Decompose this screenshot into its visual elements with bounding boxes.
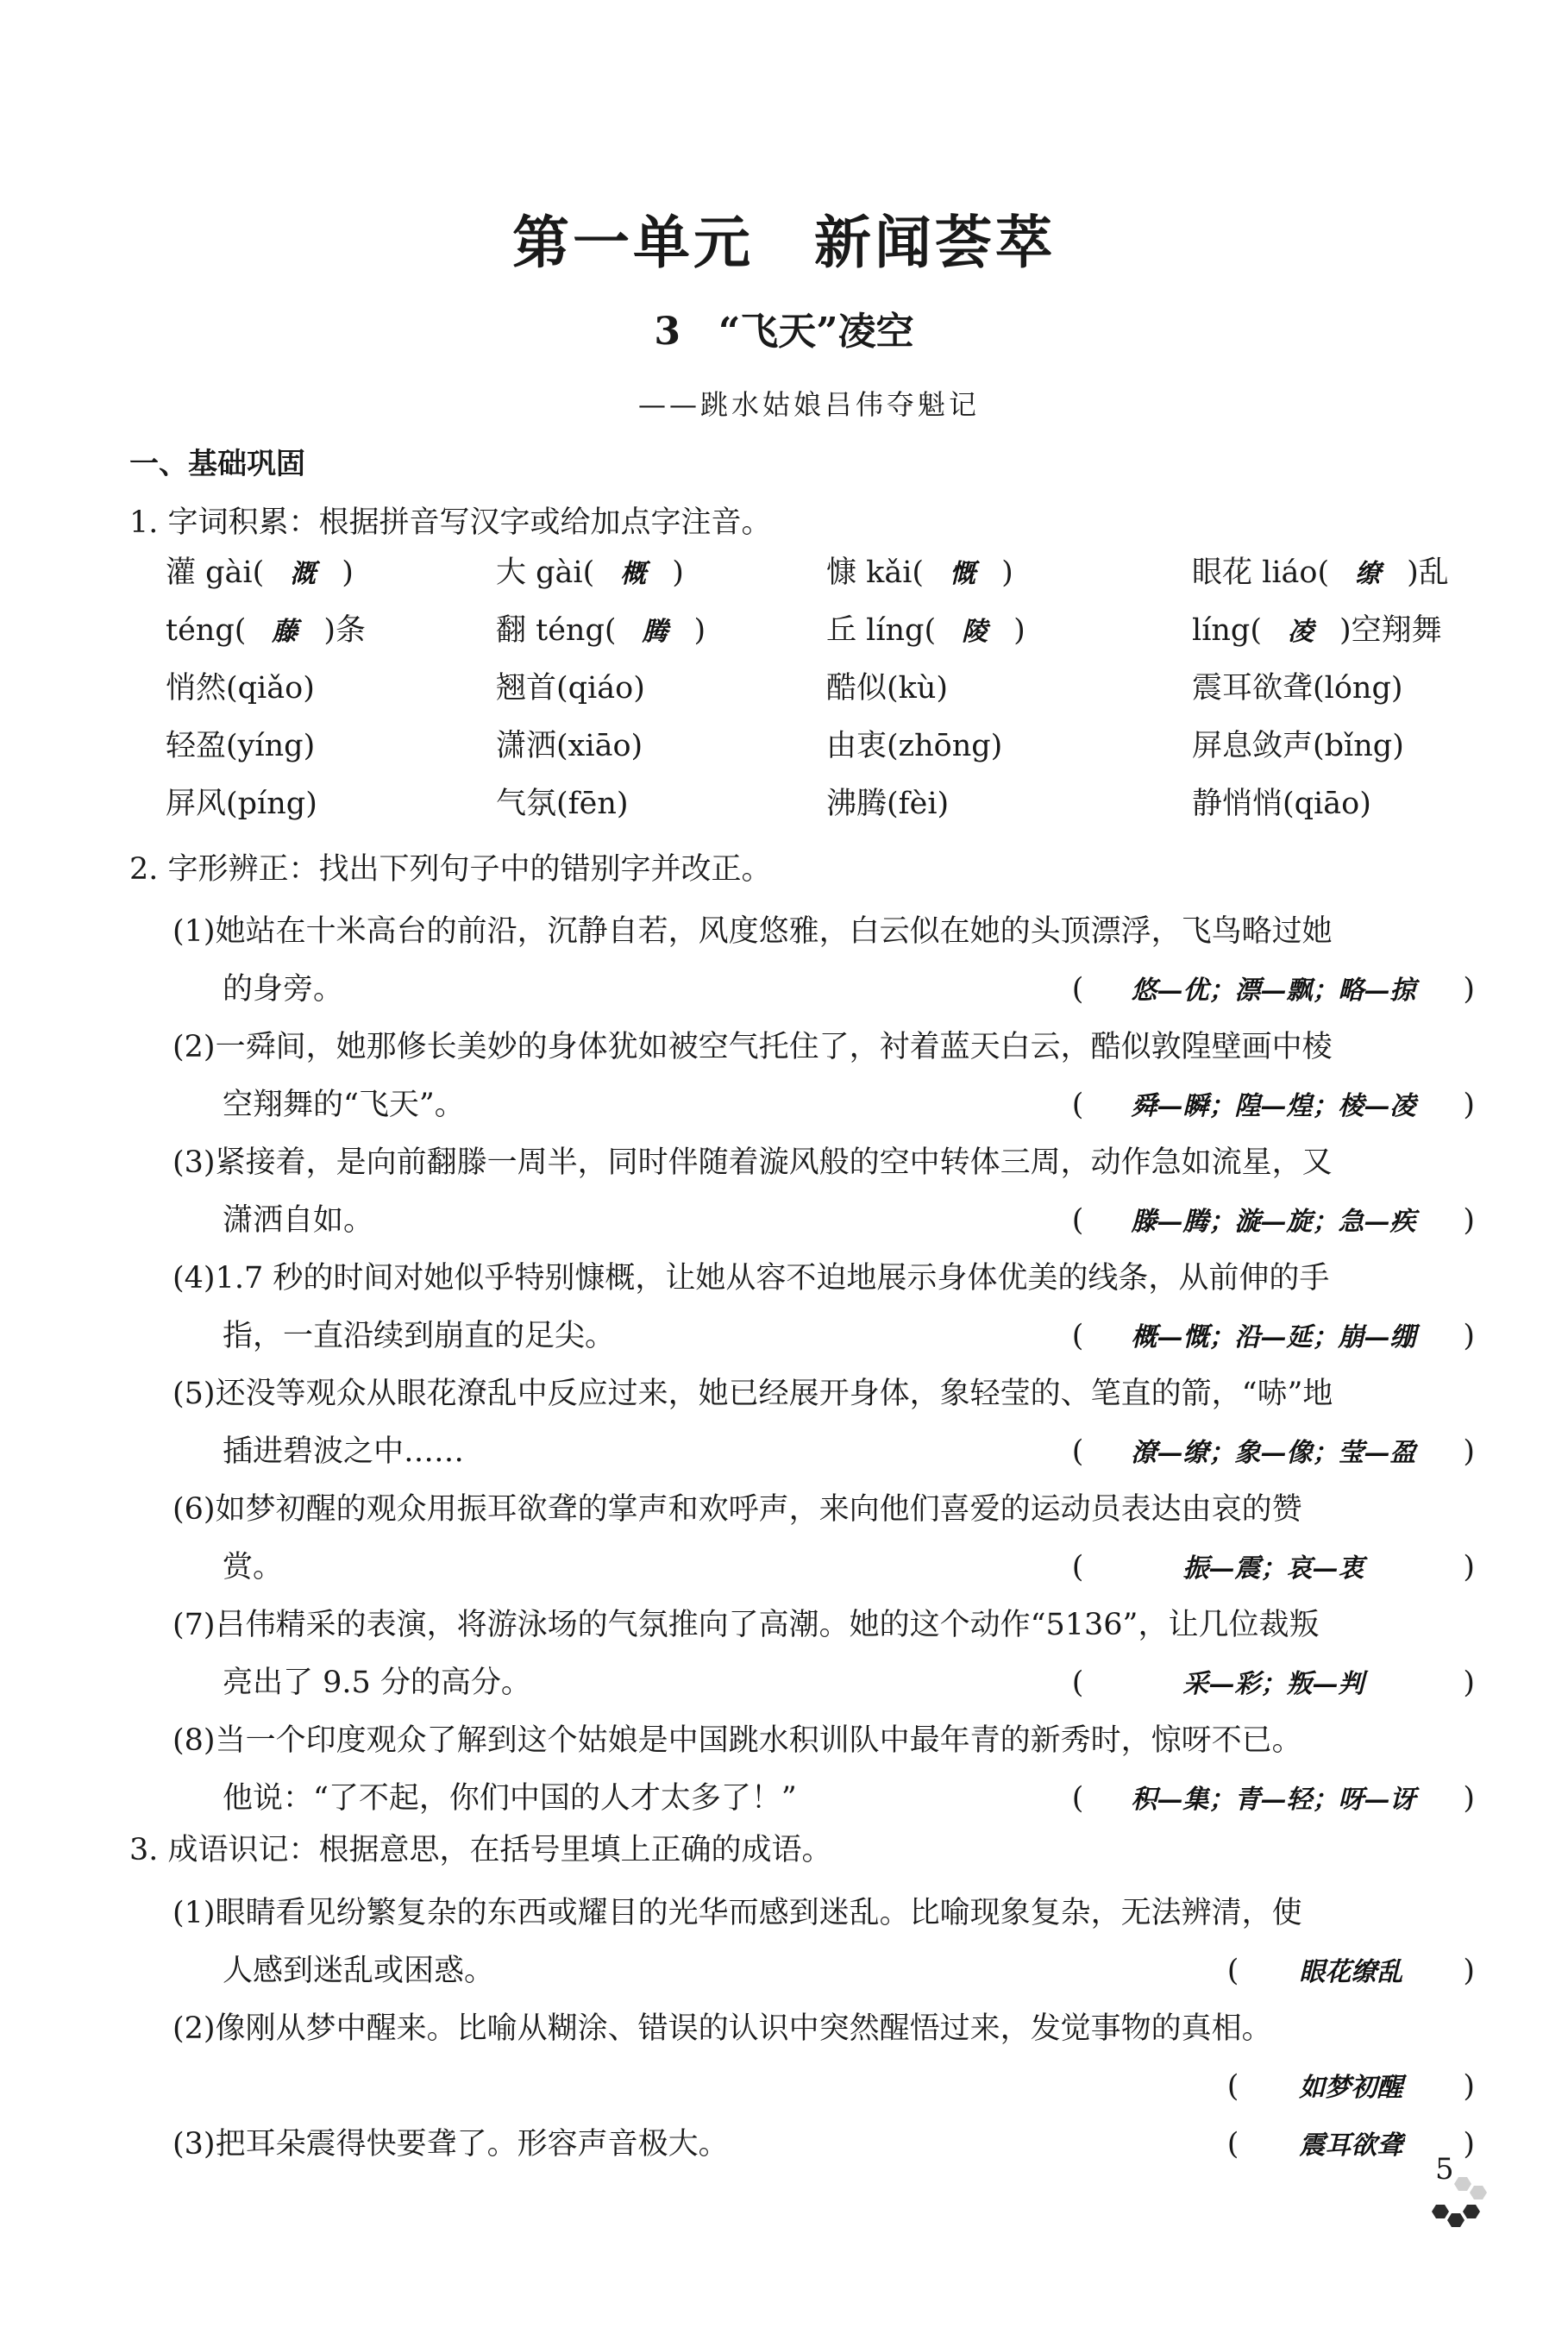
q2-answer: 悠—优；漂—飘；略—掠 [1131, 976, 1416, 1006]
q1-row [166, 664, 1511, 722]
bracket-open: ( [1071, 972, 1084, 1007]
q1-prompt: 1. 字词积累：根据拼音写汉字或给加点字注音。 [129, 505, 772, 540]
bracket-close: ) [1463, 1666, 1475, 1700]
q2-answer-bracket [1072, 1308, 1475, 1366]
q1-word-item [496, 606, 706, 649]
bracket-close: ) [1463, 2127, 1475, 2162]
q1-word-item [496, 780, 629, 823]
bracket-open: ( [1226, 2127, 1239, 2162]
q1-answer: 溉 [264, 559, 342, 589]
q2-item-line2 [172, 1076, 1475, 1134]
q1-word-text: 悄然(qiǎo) [166, 671, 315, 706]
q2-item [172, 1134, 1475, 1250]
q2-item-line2 [172, 1423, 1475, 1481]
q1-word-suffix: ) [342, 555, 354, 590]
q1-word-text: 眼花 liáo( [1192, 555, 1330, 590]
q2-answer: 振—震；哀—衷 [1182, 1553, 1364, 1584]
q1-word-item [166, 664, 315, 707]
q2-item-line1: (5)还没等观众从眼花潦乱中反应过来，她已经展开身体，象轻莹的、笔直的箭，“哧”地 [172, 1377, 1333, 1411]
q1-word-suffix: ) [672, 555, 684, 590]
q1-word-text: 酷似(kù) [826, 671, 949, 706]
q3-item-line1: (1)眼睛看见纷繁复杂的东西或耀目的光华而感到迷乱。比喻现象复杂，无法辨清，使 [172, 1896, 1302, 1930]
bracket-open: ( [1226, 2069, 1239, 2104]
q2-item [172, 1597, 1475, 1712]
q2-answer-bracket [1072, 961, 1475, 1020]
q1-word-text: 气氛(fēn) [496, 787, 629, 821]
q1-word-text: 沸腾(fèi) [826, 787, 950, 821]
q1-answer: 凌 [1262, 617, 1339, 647]
q1-word-text: 翻 téng( [496, 613, 617, 648]
q1-answer: 腾 [616, 617, 694, 647]
q2-prompt: 2. 字形辨正：找出下列句子中的错别字并改正。 [129, 852, 772, 887]
q2-item [172, 1481, 1475, 1597]
q2-item [172, 1365, 1475, 1481]
q2-answer-bracket [1072, 1654, 1475, 1713]
q2-answer: 滕—腾；漩—旋；急—疾 [1131, 1207, 1416, 1237]
section-heading: 一、基础巩固 [129, 447, 305, 481]
q2-answer: 积—集；青—轻；呀—讶 [1131, 1785, 1416, 1815]
q1-answer: 陵 [936, 617, 1014, 647]
q2-item [172, 1019, 1475, 1134]
q1-word-text: 轻盈(yíng) [166, 729, 316, 763]
q3-item-line2 [172, 2058, 1475, 2116]
q3-item-line1: (3)把耳朵震得快要聋了。形容声音极大。 ( 震耳欲聋 ) [172, 2116, 1475, 2174]
bracket-close: ) [1463, 1319, 1475, 1353]
q3-item [172, 2000, 1475, 2116]
q1-word-item [166, 549, 354, 592]
q1-word-suffix: ) [1001, 555, 1013, 590]
q1-word-item [1192, 722, 1404, 765]
q1-word-suffix: )乱 [1407, 555, 1449, 590]
q1-word-item [1192, 664, 1403, 707]
q1-word-text: 翘首(qiáo) [496, 671, 645, 706]
q1-word-suffix: ) [1013, 613, 1025, 648]
hexagon-decoration-icon [1427, 2174, 1496, 2234]
q1-word-item [826, 722, 1002, 765]
q2-item-line1: (8)当一个印度观众了解到这个姑娘是中国跳水积训队中最年青的新秀时，惊呀不已。 [172, 1723, 1302, 1758]
q2-answer-bracket [1072, 1539, 1475, 1597]
q3-item-line1: (2)像刚从梦中醒来。比喻从糊涂、错误的认识中突然醒悟过来，发觉事物的真相。 [172, 2011, 1272, 2046]
q2-item-line2 [172, 1770, 1475, 1828]
q3-answer: 震耳欲聋 [1299, 2130, 1403, 2161]
q2-item-line2-text: 指，一直沿续到崩直的足尖。 [223, 1319, 616, 1353]
q1-word-text: 屏息敛声(bǐng) [1192, 729, 1404, 763]
q1-word-item [1192, 606, 1442, 649]
q3-answer-bracket [1227, 2058, 1475, 2117]
q1-word-item [826, 780, 949, 823]
q2-item-line1: (7)吕伟精采的表演，将游泳场的气氛推向了高潮。她的这个动作“5136”，让几位裁叛 [172, 1608, 1320, 1642]
bracket-open: ( [1071, 1781, 1084, 1816]
q1-word-item [496, 549, 684, 592]
q2-answer: 潦—缭；象—像；莹—盈 [1131, 1438, 1416, 1468]
q1-answer: 藤 [246, 617, 324, 647]
q2-item-line1: (6)如梦初醒的观众用振耳欲聋的掌声和欢呼声，来向他们喜爱的运动员表达由哀的赞 [172, 1492, 1302, 1527]
bracket-close: ) [1463, 1550, 1475, 1584]
q1-word-item [1192, 549, 1449, 592]
q1-word-item [496, 664, 645, 707]
q2-item [172, 903, 1475, 1019]
q1-row [166, 722, 1511, 780]
q1-word-text: líng( [1192, 613, 1262, 648]
q1-answer: 缭 [1329, 559, 1408, 589]
q1-answer: 慨 [924, 559, 1002, 589]
bracket-close: ) [1463, 972, 1475, 1007]
q1-word-text: 屏风(píng) [166, 787, 317, 821]
bracket-close: ) [1463, 1434, 1475, 1469]
q2-item-line2 [172, 1308, 1475, 1365]
q1-word-grid [166, 549, 1511, 838]
q3-item [172, 1885, 1475, 2000]
bracket-close: ) [1463, 1203, 1475, 1238]
q1-word-item [496, 722, 643, 765]
q1-row [166, 606, 1511, 664]
q2-item-line2-text: 他说：“了不起，你们中国的人才太多了！” [223, 1781, 797, 1816]
bracket-open: ( [1071, 1088, 1084, 1122]
q2-item-line1: (2)一舜间，她那修长美妙的身体犹如被空气托住了，衬着蓝天白云，酷似敦隍壁画中棱 [172, 1030, 1333, 1064]
q1-word-text: 由衷(zhōng) [826, 729, 1003, 763]
q1-word-item [166, 780, 317, 823]
q1-word-text: 震耳欲聋(lóng) [1192, 671, 1403, 706]
q1-word-item [826, 549, 1013, 592]
bracket-open: ( [1071, 1434, 1084, 1469]
q2-item-line2-text: 空翔舞的“飞天”。 [223, 1088, 465, 1122]
q3-answer: 如梦初醒 [1299, 2073, 1403, 2103]
q3-answer-bracket [1227, 1942, 1475, 2001]
unit-title: 第一单元 新闻荟萃 [512, 209, 1056, 276]
lesson-byline: ——跳水姑娘吕伟夺魁记 [638, 388, 981, 421]
q1-word-suffix: )条 [323, 613, 367, 648]
q2-item-line2-text: 亮出了 9.5 分的高分。 [223, 1666, 531, 1700]
q1-word-suffix: )空翔舞 [1339, 613, 1442, 648]
q3-item-line2 [172, 1942, 1475, 2000]
q2-item-line2 [172, 1654, 1475, 1712]
q1-word-text: 潇洒(xiāo) [496, 729, 643, 763]
q2-item-line2-text: 潇洒自如。 [223, 1203, 374, 1238]
q2-item-line2-text: 的身旁。 [223, 972, 344, 1007]
q1-answer: 概 [594, 559, 673, 589]
q2-answer: 概—慨；沿—延；崩—绷 [1131, 1322, 1416, 1352]
q1-word-item [826, 606, 1025, 649]
page-number: 5 [1435, 2152, 1454, 2187]
q1-row [166, 549, 1511, 606]
q1-word-text: 丘 líng( [826, 613, 937, 648]
bracket-close: ) [1463, 1781, 1475, 1816]
q2-item-line2-text: 赏。 [223, 1550, 284, 1584]
q1-word-text: 大 gài( [496, 555, 595, 590]
q2-answer-bracket [1072, 1076, 1475, 1135]
q1-row [166, 780, 1511, 838]
q3-item [172, 2116, 1475, 2174]
q2-answer: 舜—瞬；隍—煌；棱—凌 [1131, 1091, 1416, 1121]
bracket-open: ( [1226, 1954, 1239, 1988]
q1-word-suffix: ) [693, 613, 706, 648]
q3-item-line2-text: 人感到迷乱或困惑。 [223, 1954, 495, 1988]
q1-word-text: téng( [166, 613, 247, 648]
q2-answer-bracket [1072, 1770, 1475, 1829]
q3-prompt: 3. 成语识记：根据意思，在括号里填上正确的成语。 [129, 1833, 832, 1867]
q2-answer-bracket [1072, 1192, 1475, 1251]
q1-word-text: 慷 kǎi( [826, 555, 925, 590]
q2-item [172, 1712, 1475, 1828]
q2-item-line1: (3)紧接着，是向前翻滕一周半，同时伴随着漩风般的空中转体三周，动作急如流星，又 [172, 1145, 1333, 1180]
q2-item-line1: (1)她站在十米高台的前沿，沉静自若，风度悠雅，白云似在她的头顶漂浮，飞鸟略过她 [172, 914, 1333, 949]
bracket-open: ( [1071, 1666, 1084, 1700]
q1-word-item [166, 606, 366, 649]
q2-item [172, 1250, 1475, 1365]
bracket-open: ( [1071, 1203, 1084, 1238]
q1-word-item [826, 664, 948, 707]
q2-answer-bracket [1072, 1423, 1475, 1482]
bracket-close: ) [1463, 2069, 1475, 2104]
q2-item-line2-text: 插进碧波之中…… [223, 1434, 465, 1469]
lesson-title: 3 “飞天”凌空 [654, 310, 914, 354]
q1-word-item [1192, 780, 1371, 823]
q2-item-line2 [172, 961, 1475, 1019]
bracket-open: ( [1071, 1319, 1084, 1353]
q3-answer: 眼花缭乱 [1299, 1957, 1403, 1987]
q1-word-item [166, 722, 315, 765]
q2-answer: 采—彩；叛—判 [1182, 1669, 1364, 1699]
q1-word-text: 灌 gài( [166, 555, 265, 590]
q2-item-line2 [172, 1539, 1475, 1597]
q2-item-line2 [172, 1192, 1475, 1250]
q1-word-text: 静悄悄(qiāo) [1192, 787, 1371, 821]
bracket-close: ) [1463, 1954, 1475, 1988]
q2-item-line1: (4)1.7 秒的时间对她似乎特别慷概，让她从容不迫地展示身体优美的线条，从前伸的手 [172, 1261, 1330, 1296]
bracket-open: ( [1071, 1550, 1084, 1584]
bracket-close: ) [1463, 1088, 1475, 1122]
